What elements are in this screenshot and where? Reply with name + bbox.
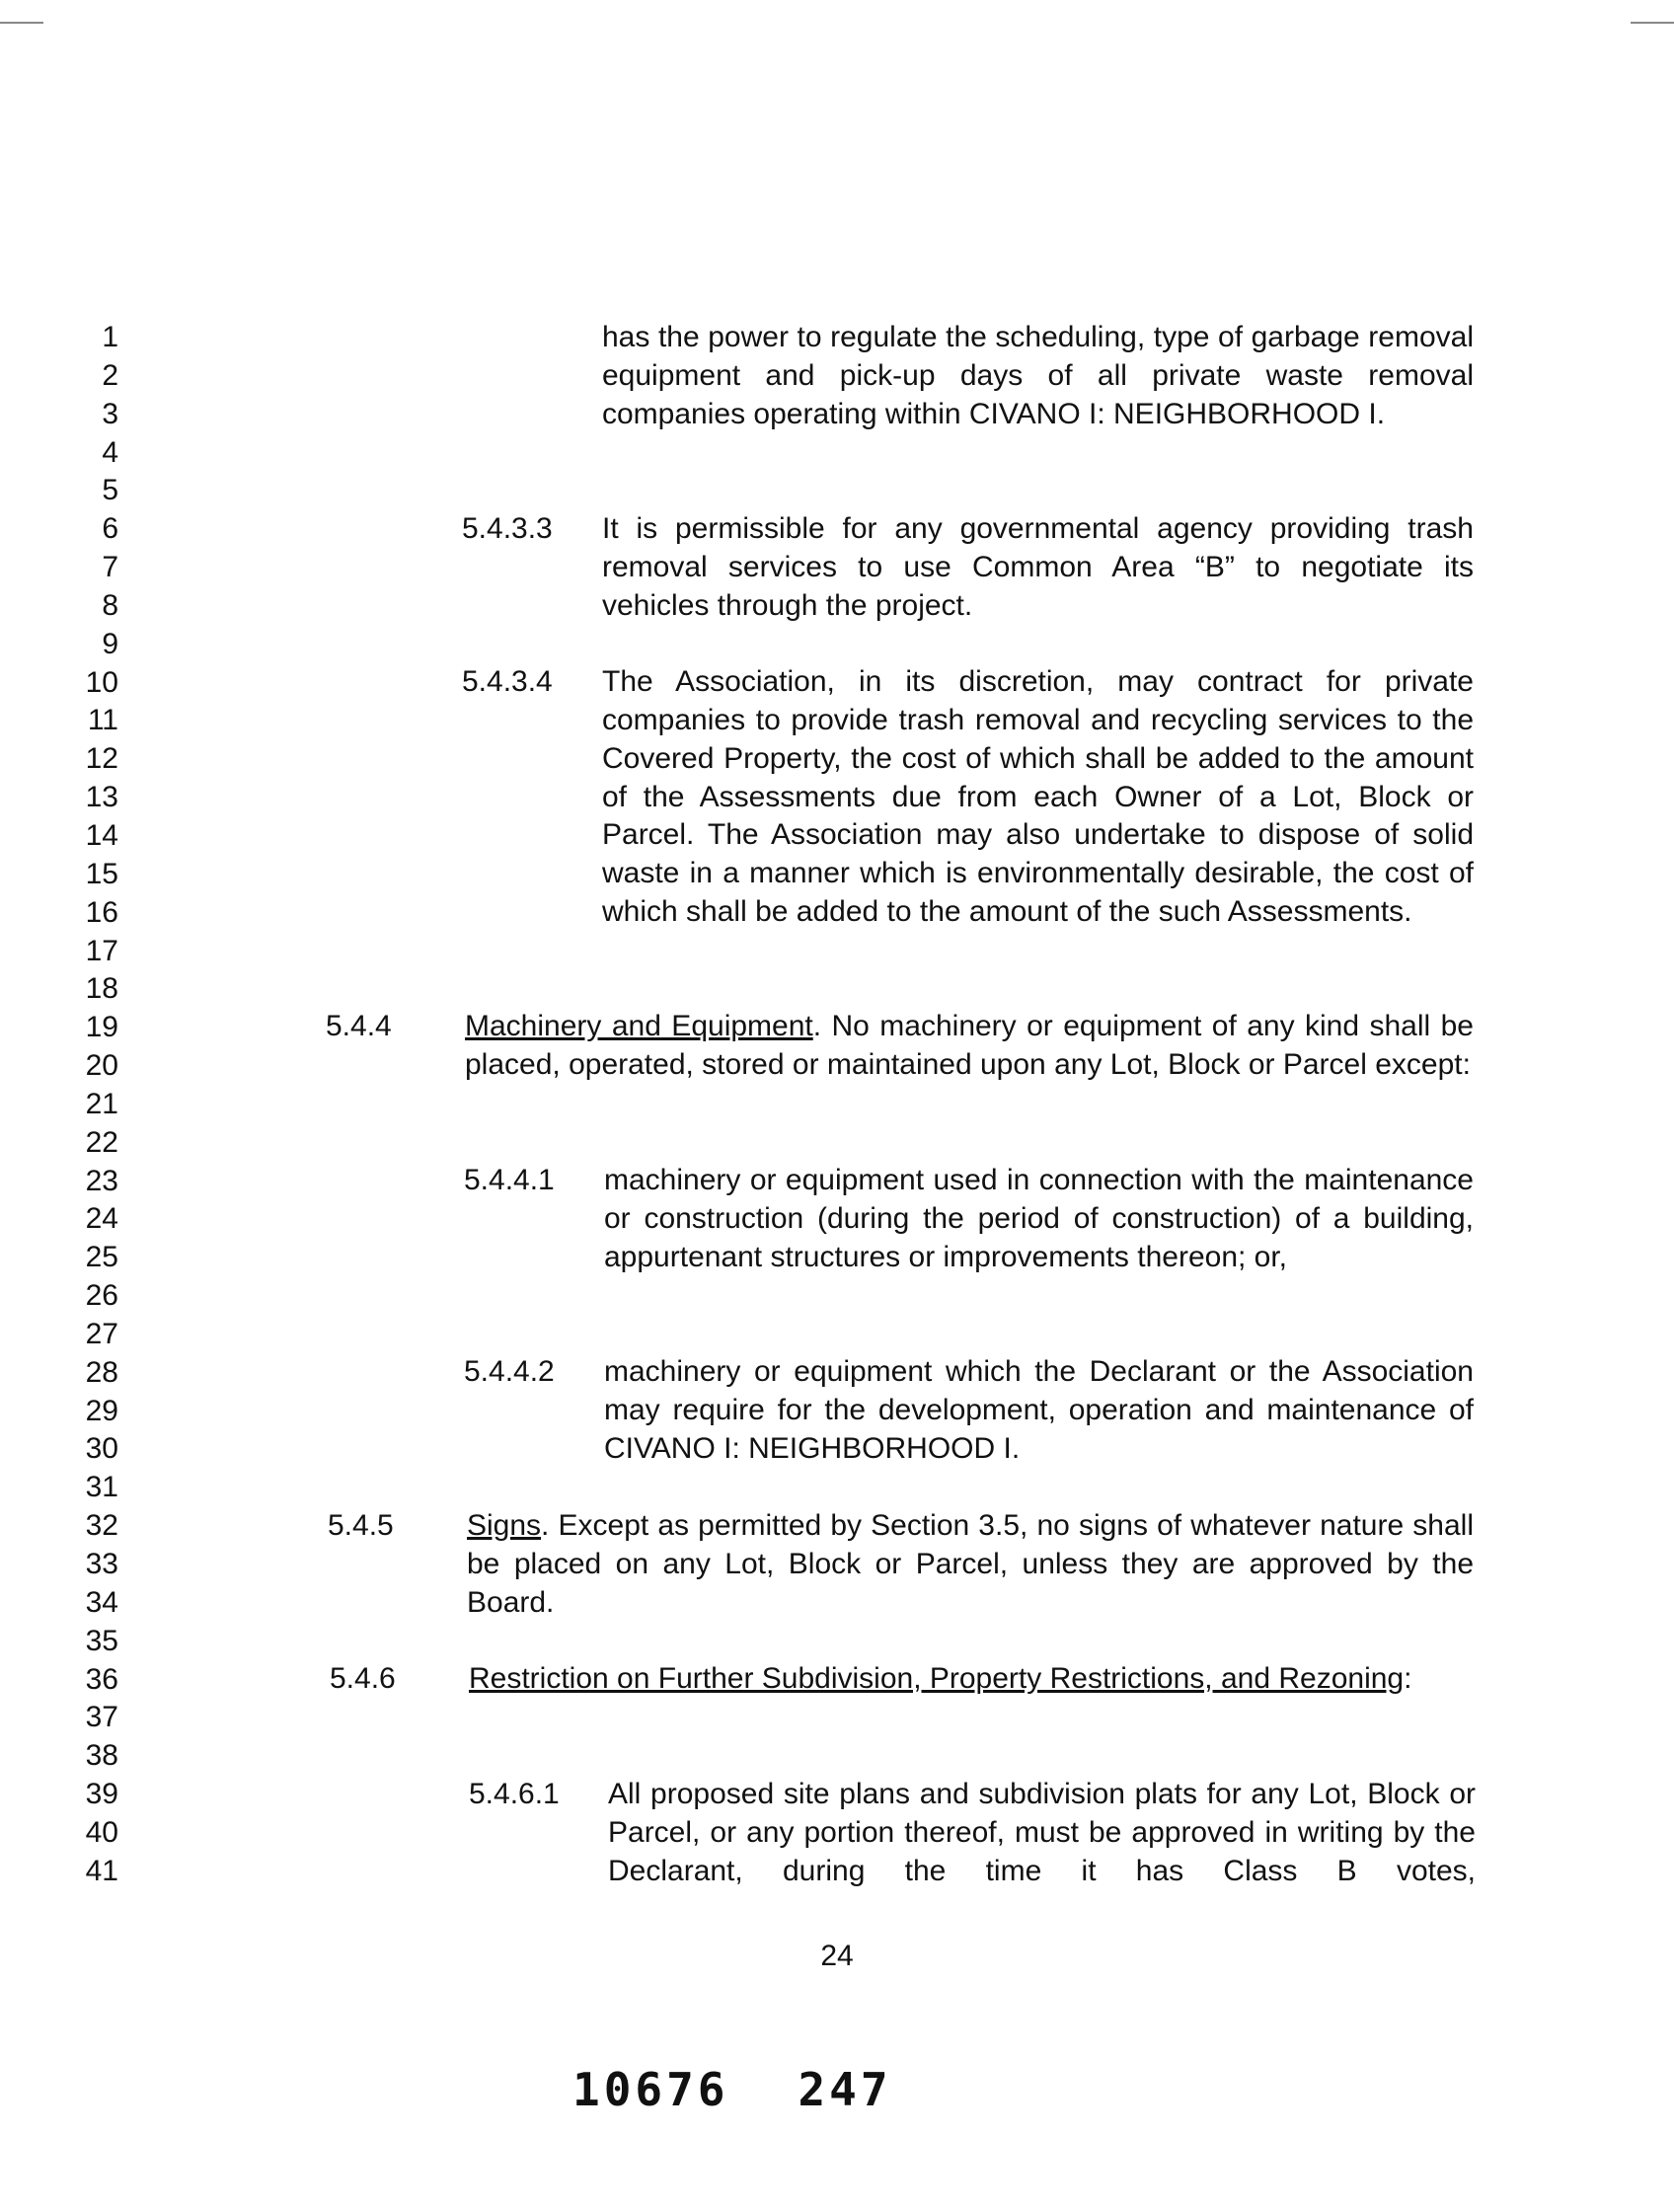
section-heading: Signs [467, 1509, 542, 1542]
recording-docket-stamp [572, 2063, 892, 2116]
line-number: 15 [85, 857, 118, 890]
paragraph-5-4-5 [467, 1507, 1474, 1623]
line-number: 29 [85, 1394, 118, 1427]
line-number: 18 [85, 972, 118, 1006]
paragraph-5-4-3-4 [602, 663, 1474, 932]
line-number: 33 [85, 1548, 118, 1580]
line-number: 14 [85, 818, 118, 852]
line-number: 6 [102, 512, 118, 546]
page-number: 24 [820, 1940, 854, 1972]
line-number: 35 [85, 1624, 118, 1657]
line-number: 28 [85, 1355, 118, 1389]
line-number: 10 [85, 665, 118, 699]
paragraph-text: machinery or equipment which the Declarant or the Association may require for the development, operation and maintenance of CIVANO I: NEIGHBORHOOD I. [604, 1355, 1474, 1465]
paragraph-5-4-4-2 [604, 1353, 1474, 1469]
line-number: 11 [87, 704, 118, 737]
section-number-5-4-3-4: 5.4.3.4 [462, 665, 553, 698]
line-number: 17 [85, 934, 118, 967]
line-number: 25 [85, 1241, 118, 1274]
paragraph-text: : [1404, 1662, 1412, 1695]
section-number-5-4-4: 5.4.4 [326, 1010, 392, 1042]
line-number: 3 [102, 397, 118, 430]
section-number-5-4-4-2: 5.4.4.2 [464, 1355, 555, 1388]
line-number: 1 [102, 321, 118, 353]
line-number: 32 [85, 1509, 118, 1543]
line-number: 39 [85, 1778, 118, 1811]
paragraph-continuation [602, 319, 1474, 434]
section-number-5-4-6: 5.4.6 [330, 1662, 396, 1695]
paragraph-text: The Association, in its discretion, may contract for private companies to provide trash removal and recycling services to the Covered Property, the cost of which shall be added to the amount of the Assessments due from each Owner of a Lot, Block or Parcel. The Association may also undertake to dispose of solid waste in a manner which is environmentally desirable, the cost of which shall be added to the amount of the such Assessments. [602, 665, 1474, 929]
paragraph-text: . Except as permitted by Section 3.5, no signs of whatever nature shall be placed on any Lot, Block or Parcel, unless they are approved by the Board. [467, 1509, 1474, 1619]
line-number: 13 [85, 781, 118, 814]
paragraph-text: has the power to regulate the scheduling, type of garbage removal equipment and pick-up days of all private waste removal companies operating within CIVANO I: NEIGHBORHOOD I. [602, 321, 1474, 430]
line-number: 4 [102, 435, 118, 469]
line-number: 30 [85, 1432, 118, 1466]
line-number-column [59, 319, 118, 1891]
line-number: 16 [85, 895, 118, 929]
line-number: 31 [85, 1471, 118, 1504]
line-number: 26 [85, 1279, 118, 1313]
line-number: 8 [102, 588, 118, 622]
line-number: 41 [85, 1854, 118, 1887]
line-number: 40 [85, 1815, 118, 1849]
line-number: 24 [85, 1202, 118, 1236]
line-number: 34 [85, 1585, 118, 1619]
paragraph-5-4-4-1 [604, 1162, 1474, 1277]
line-number: 20 [85, 1049, 118, 1083]
section-number-5-4-3-3: 5.4.3.3 [462, 512, 553, 545]
section-heading: Restriction on Further Subdivision, Property Restrictions, and Rezoning [469, 1662, 1405, 1695]
paragraph-text: . No machinery or equipment of any kind shall be placed, operated, stored or maintained upon any Lot, Block or Parcel except: [465, 1010, 1474, 1081]
paragraph-5-4-3-3 [602, 510, 1474, 626]
line-number: 37 [85, 1701, 118, 1734]
line-number: 22 [85, 1125, 118, 1159]
section-number-5-4-4-1: 5.4.4.1 [464, 1164, 555, 1196]
section-number-5-4-5: 5.4.5 [328, 1509, 394, 1542]
line-number: 5 [102, 474, 118, 507]
section-heading: Machinery and Equipment [465, 1010, 813, 1042]
line-number: 27 [85, 1317, 118, 1350]
line-number: 36 [85, 1662, 118, 1696]
line-number: 12 [85, 742, 118, 776]
scan-corner-mark-left [0, 22, 43, 24]
scan-corner-mark-right [1631, 22, 1674, 24]
section-number-5-4-6-1: 5.4.6.1 [469, 1778, 560, 1810]
line-number: 23 [85, 1164, 118, 1197]
paragraph-text: All proposed site plans and subdivision plats for any Lot, Block or Parcel, or any portion thereof, must be approved in writing by the Declarant, during the time it has Class B votes, [608, 1778, 1476, 1887]
docket-page-number: 247 [798, 2063, 892, 2116]
paragraph-5-4-6-1 [608, 1776, 1476, 1891]
paragraph-text: machinery or equipment used in connection with the maintenance or construction (during the period of construction) of a building, appurtenant structures or improvements thereon; or, [604, 1164, 1474, 1273]
line-number: 19 [85, 1011, 118, 1044]
line-number: 9 [102, 627, 118, 660]
paragraph-5-4-4 [465, 1008, 1474, 1085]
line-number: 2 [102, 358, 118, 392]
line-number: 38 [85, 1739, 118, 1773]
paragraph-text: It is permissible for any governmental agency providing trash removal services to use Common Area “B” to negotiate its vehicles through the project. [602, 512, 1474, 622]
paragraph-5-4-6 [469, 1660, 1476, 1699]
line-number: 7 [102, 551, 118, 584]
docket-book-number: 10676 [572, 2063, 729, 2116]
line-number: 21 [85, 1087, 118, 1120]
